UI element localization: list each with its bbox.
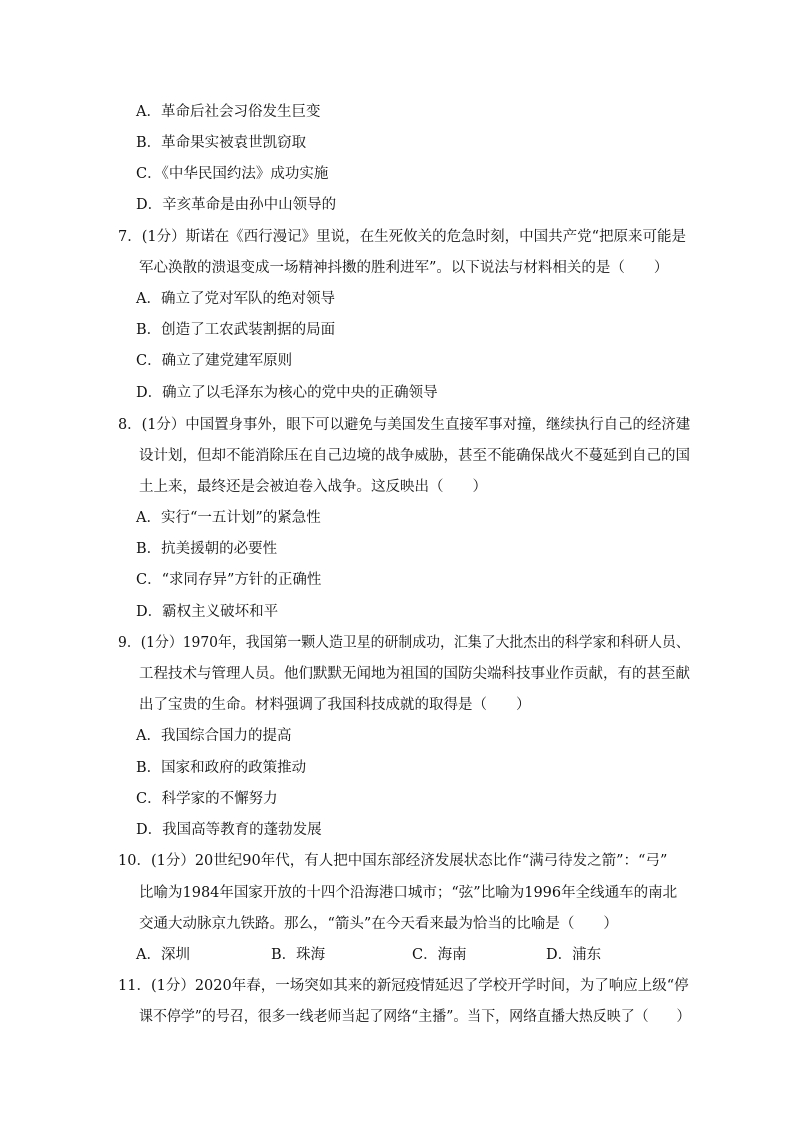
- q9-option-a: A．我国综合国力的提高: [136, 728, 292, 744]
- q7-option-b: B．创造了工农武装割据的局面: [136, 322, 336, 338]
- q8-option-c: C．“求同存异”方针的正确性: [136, 572, 322, 588]
- q7-stem-line-2: 军心涣散的溃退变成一场精神抖擞的胜利进军”。以下说法与材料相关的是（ ）: [139, 260, 669, 276]
- q10-stem-line-3: 交通大动脉京九铁路。那么，“箭头”在今天看来最为恰当的比喻是（ ）: [139, 916, 618, 932]
- q11-stem-line-2: 课不停学”的号召，很多一线老师当起了网络“主播”。当下，网络直播大热反映了（ ）: [139, 1009, 691, 1025]
- q9-stem-line-1: 9．(1分）1970年，我国第一颗人造卫星的研制成功，汇集了大批杰出的科学家和科研人员、: [118, 635, 690, 651]
- q11-stem-line-1: 11．(1分）2020年春，一场突如其来的新冠疫情延迟了学校开学时间，为了响应上级“停: [118, 978, 689, 994]
- q9-option-b: B．国家和政府的政策推动: [136, 760, 307, 776]
- q8-option-b: B．抗美援朝的必要性: [136, 541, 278, 557]
- q7-option-a: A．确立了党对军队的绝对领导: [136, 291, 335, 307]
- q8-option-a: A．实行“一五计划”的紧急性: [136, 510, 321, 526]
- q10-stem-line-2: 比喻为1984年国家开放的十四个沿海港口城市；“弦”比喻为1996年全线通车的南北: [139, 885, 678, 901]
- q8-stem-line-3: 土上来，最终还是会被迫卷入战争。这反映出（ ）: [139, 479, 487, 495]
- prev-option-a: A．革命后社会习俗发生巨变: [136, 104, 321, 120]
- q10-option-d: D．浦东: [546, 947, 602, 963]
- q10-stem-line-1: 10．(1分）20世纪90年代，有人把中国东部经济发展状态比作“满弓待发之箭”：“弓”: [118, 853, 668, 869]
- q7-option-d: D．确立了以毛泽东为核心的党中央的正确领导: [136, 385, 438, 401]
- prev-option-c: C．《中华民国约法》成功实施: [136, 166, 329, 182]
- q8-stem-line-2: 设计划，但却不能消除压在自己边境的战争威胁，甚至不能确保战火不蔓延到自己的国: [139, 448, 690, 464]
- q10-option-c: C．海南: [412, 947, 467, 963]
- q8-stem-line-1: 8．(1分）中国置身事外，眼下可以避免与美国发生直接军事对撞，继续执行自己的经济建: [118, 417, 691, 433]
- q10-option-a: A．深圳: [136, 947, 190, 963]
- q7-stem-line-1: 7．(1分）斯诺在《西行漫记》里说，在生死攸关的危急时刻，中国共产党“把原来可能是: [118, 229, 687, 245]
- prev-option-b: B．革命果实被袁世凯窃取: [136, 135, 307, 151]
- q8-option-d: D．霸权主义破坏和平: [136, 604, 279, 620]
- q7-option-c: C．确立了建党建军原则: [136, 353, 293, 369]
- q9-stem-line-3: 出了宝贵的生命。材料强调了我国科技成就的取得是（ ）: [139, 697, 531, 713]
- q9-option-d: D．我国高等教育的蓬勃发展: [136, 822, 322, 838]
- prev-option-d: D．辛亥革命是由孙中山领导的: [136, 197, 337, 213]
- q10-option-b: B．珠海: [271, 947, 326, 963]
- q9-stem-line-2: 工程技术与管理人员。他们默默无闻地为祖国的国防尖端科技事业作贡献，有的甚至献: [139, 666, 690, 682]
- q9-option-c: C．科学家的不懈努力: [136, 791, 278, 807]
